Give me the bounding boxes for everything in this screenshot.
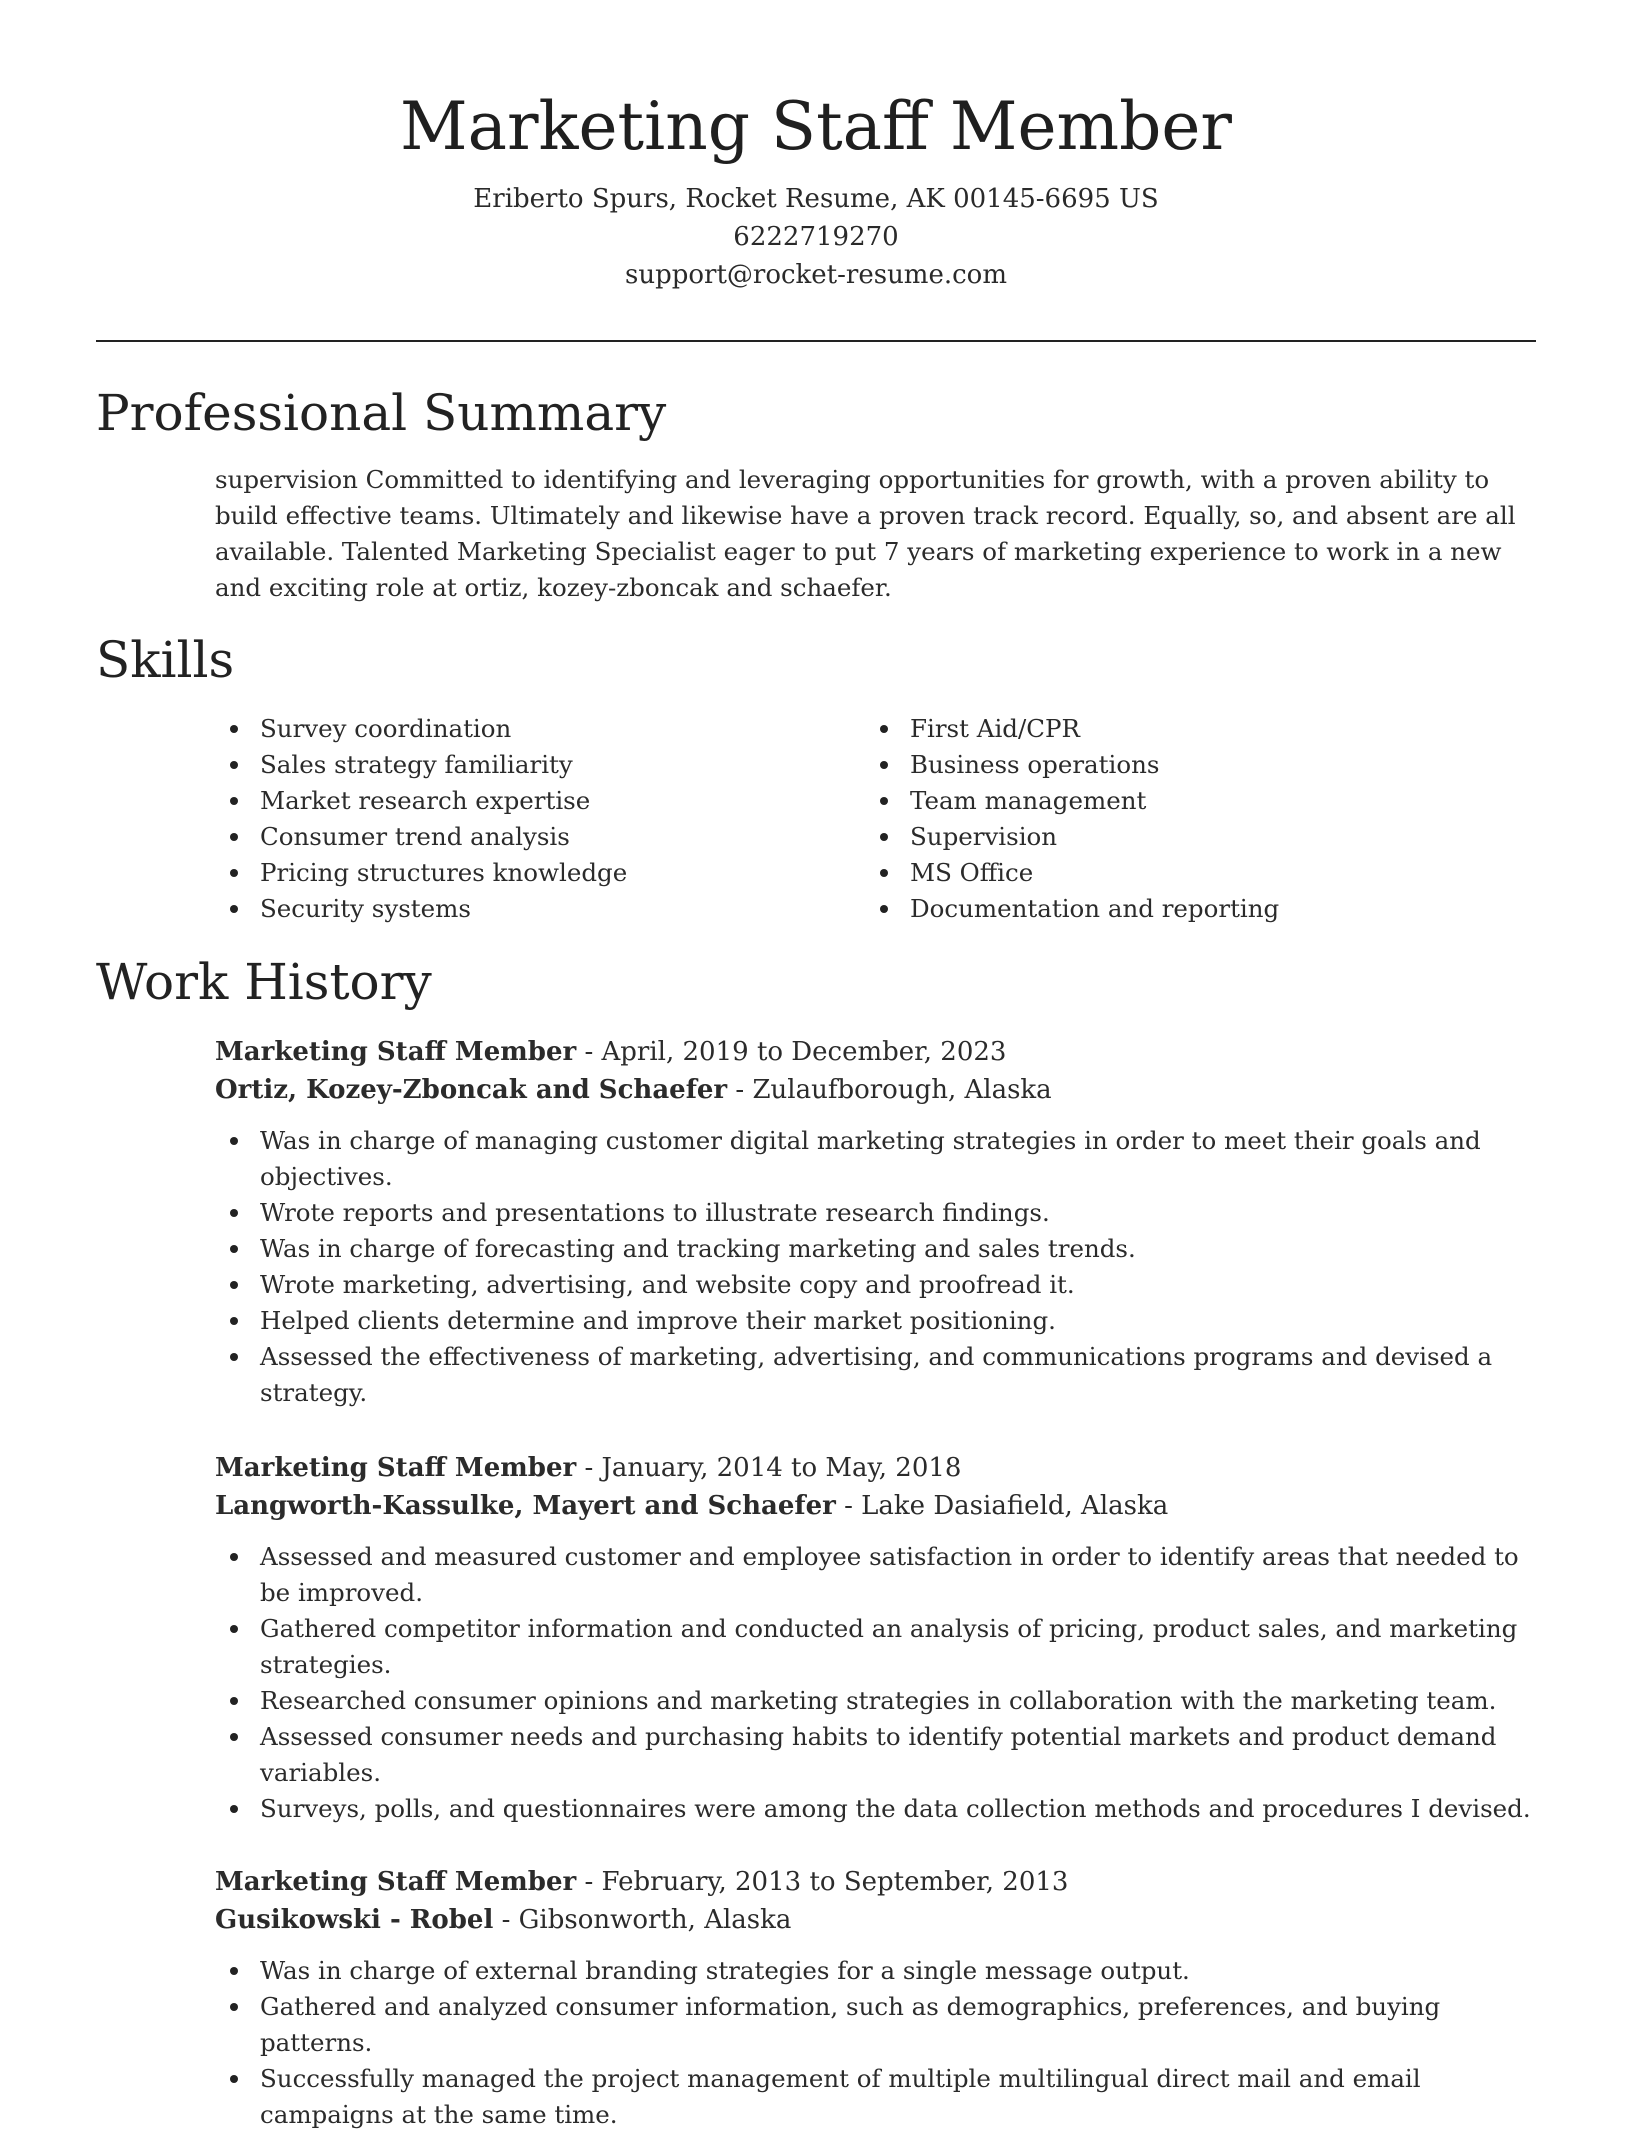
- work-history-heading: Work History: [96, 953, 432, 1011]
- job-location: - Lake Dasiafield, Alaska: [835, 1491, 1169, 1521]
- phone: 6222719270: [733, 222, 899, 252]
- duty-item: Wrote reports and presentations to illustrate research findings.: [215, 1195, 1540, 1231]
- contact-info: [0, 180, 1632, 294]
- duty-item: Assessed and measured customer and employee satisfaction in order to identify areas that needed to be improved.: [215, 1539, 1540, 1611]
- duty-item: Assessed consumer needs and purchasing habits to identify potential markets and product demand variables.: [215, 1719, 1540, 1791]
- skill-item: Survey coordination: [215, 711, 815, 747]
- job-entry: [215, 1863, 1540, 2133]
- skill-item: Market research expertise: [215, 783, 815, 819]
- job-entry: [215, 1449, 1540, 1827]
- duty-item: Wrote marketing, advertising, and website copy and proofread it.: [215, 1267, 1540, 1303]
- duty-item: Helped clients determine and improve their market positioning.: [215, 1303, 1540, 1339]
- skill-item: MS Office: [865, 855, 1515, 891]
- duty-item: Assessed the effectiveness of marketing, advertising, and communications programs and devised a strategy.: [215, 1339, 1540, 1411]
- job-dates: - January, 2014 to May, 2018: [576, 1453, 962, 1483]
- skill-item: Security systems: [215, 891, 815, 927]
- skill-item: First Aid/CPR: [865, 711, 1515, 747]
- skill-item: Sales strategy familiarity: [215, 747, 815, 783]
- skill-item: Supervision: [865, 819, 1515, 855]
- job-dates: - April, 2019 to December, 2023: [576, 1037, 1007, 1067]
- duty-item: Was in charge of external branding strategies for a single message output.: [215, 1953, 1540, 1989]
- job-title: Marketing Staff Member: [215, 1453, 577, 1483]
- duty-item: Was in charge of forecasting and tracking marketing and sales trends.: [215, 1231, 1540, 1267]
- job-title: Marketing Staff Member: [215, 1867, 577, 1897]
- duty-item: Gathered competitor information and conducted an analysis of pricing, product sales, and marketing strategies.: [215, 1611, 1540, 1683]
- skills-heading: Skills: [96, 631, 235, 689]
- duty-item: Surveys, polls, and questionnaires were among the data collection methods and procedures I devised.: [215, 1791, 1540, 1827]
- job-title: Marketing Staff Member: [215, 1037, 577, 1067]
- duty-item: Gathered and analyzed consumer information, such as demographics, preferences, and buying patterns.: [215, 1989, 1540, 2061]
- job-company: Gusikowski - Robel: [215, 1905, 494, 1935]
- email: support@rocket-resume.com: [624, 260, 1007, 290]
- job-company-line: [215, 1901, 1540, 1939]
- skills-column-right: [865, 711, 1515, 927]
- job-location: - Gibsonworth, Alaska: [493, 1905, 792, 1935]
- duty-item: Was in charge of managing customer digital marketing strategies in order to meet their goals and objectives.: [215, 1123, 1540, 1195]
- address: Eriberto Spurs, Rocket Resume, AK 00145-6695 US: [473, 184, 1159, 214]
- duty-item: Successfully managed the project management of multiple multilingual direct mail and email campaigns at the same time.: [215, 2061, 1540, 2133]
- job-duties: [215, 1123, 1540, 1411]
- job-company-line: [215, 1071, 1540, 1109]
- job-duties: [215, 1539, 1540, 1827]
- job-entry: [215, 1033, 1540, 1411]
- summary-text: supervision Committed to identifying and leveraging opportunities for growth, with a proven ability to build effective teams. Ultimately and likewise have a proven track record. Equally, so, and absent are all available. Talented Marketing Specialist eager to put 7 years of marketing experience to work in a new and exciting role at ortiz, kozey-zboncak and schaefer.: [215, 465, 1516, 602]
- job-title-line: [215, 1033, 1540, 1071]
- resume-header: [0, 0, 1632, 294]
- header-divider: [96, 340, 1536, 342]
- skill-item: Documentation and reporting: [865, 891, 1515, 927]
- summary-heading: Professional Summary: [96, 384, 667, 442]
- candidate-name: Marketing Staff Member: [400, 88, 1232, 165]
- job-company: Langworth-Kassulke, Mayert and Schaefer: [215, 1491, 836, 1521]
- job-location: - Zulaufborough, Alaska: [727, 1075, 1052, 1105]
- duty-item: Researched consumer opinions and marketing strategies in collaboration with the marketing team.: [215, 1683, 1540, 1719]
- skill-item: Team management: [865, 783, 1515, 819]
- job-dates: - February, 2013 to September, 2013: [576, 1867, 1069, 1897]
- job-company-line: [215, 1487, 1540, 1525]
- skills-column-left: [215, 711, 815, 927]
- job-title-line: [215, 1449, 1540, 1487]
- skill-item: Pricing structures knowledge: [215, 855, 815, 891]
- job-duties: [215, 1953, 1540, 2133]
- job-title-line: [215, 1863, 1540, 1901]
- job-company: Ortiz, Kozey-Zboncak and Schaefer: [215, 1075, 728, 1105]
- skill-item: Consumer trend analysis: [215, 819, 815, 855]
- skill-item: Business operations: [865, 747, 1515, 783]
